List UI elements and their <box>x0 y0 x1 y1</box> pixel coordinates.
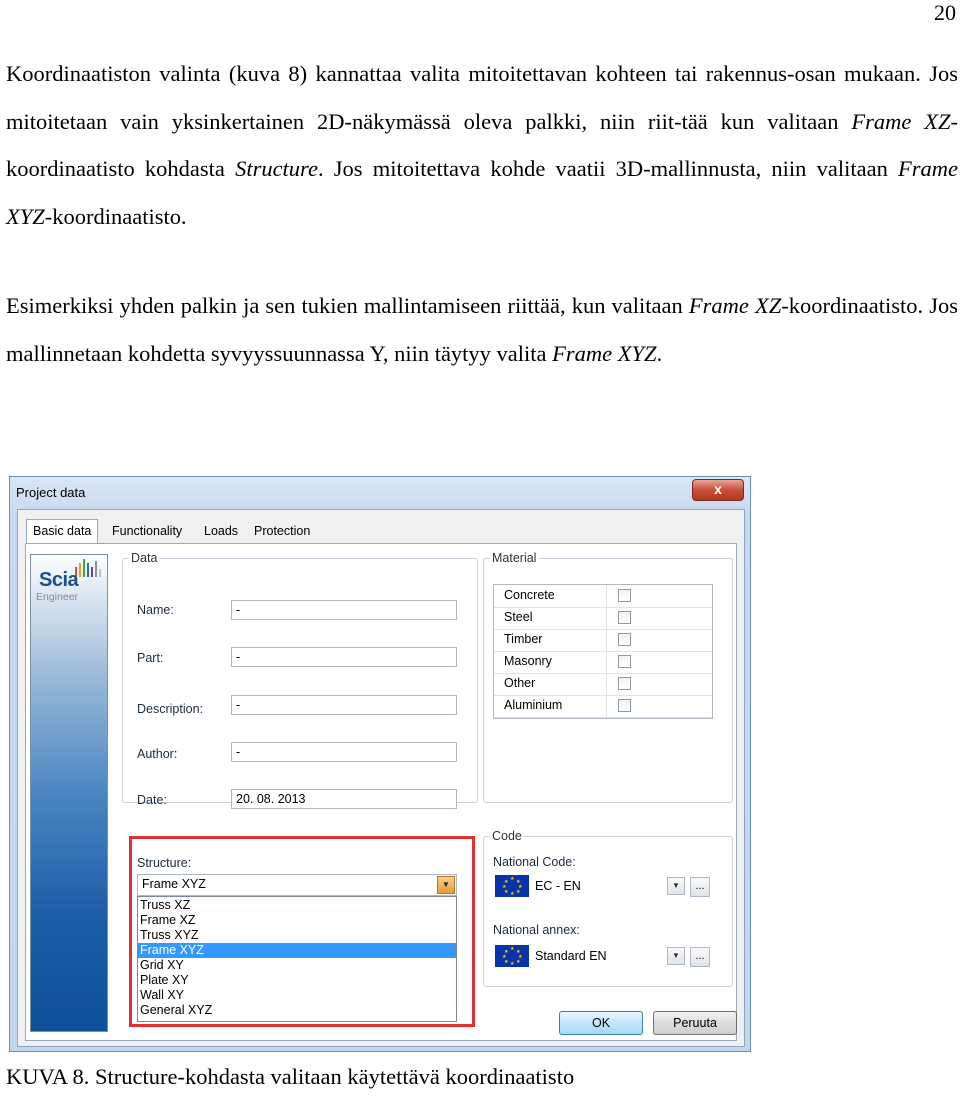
material-name: Other <box>504 676 536 690</box>
structure-option-grid-xy[interactable]: Grid XY <box>140 958 184 972</box>
structure-select[interactable] <box>137 874 457 896</box>
chevron-down-icon[interactable]: ▼ <box>667 947 685 965</box>
p1-text-4: -koordinaatisto. <box>44 203 187 229</box>
chevron-down-icon[interactable]: ▼ <box>667 877 685 895</box>
close-button[interactable] <box>692 479 744 501</box>
structure-label: Structure: <box>137 856 192 870</box>
national-annex-label: National annex: <box>493 923 580 937</box>
name-field[interactable]: - <box>231 600 457 620</box>
name-label: Name: <box>137 603 174 617</box>
material-row-timber <box>494 629 712 652</box>
material-group-legend: Material <box>492 551 537 565</box>
national-annex-more-button[interactable]: ... <box>690 947 710 967</box>
description-field[interactable]: - <box>231 695 457 715</box>
material-row-concrete <box>494 585 712 608</box>
scia-logo: Scia <box>39 569 79 591</box>
logo-bars-icon <box>75 559 105 577</box>
tab-basic-data[interactable]: Basic data <box>26 519 98 544</box>
material-row-aluminium <box>494 695 712 718</box>
material-name: Masonry <box>504 654 552 668</box>
paragraph-2 <box>6 282 958 377</box>
tab-loads[interactable]: Loads <box>204 524 239 538</box>
eu-flag-icon: ★ ★ ★ ★ ★ ★ ★ ★ <box>495 945 529 967</box>
dialog-client-area <box>17 509 745 1047</box>
material-row-masonry <box>494 651 712 674</box>
date-label: Date: <box>137 793 167 807</box>
p1-italic-3: Frame XYZ <box>6 156 958 229</box>
national-annex-select[interactable] <box>491 943 687 969</box>
p1-italic-2: Structure <box>235 156 318 181</box>
aluminium-checkbox[interactable] <box>618 699 631 712</box>
description-label: Description: <box>137 702 203 716</box>
masonry-checkbox[interactable] <box>618 655 631 668</box>
other-checkbox[interactable] <box>618 677 631 690</box>
structure-option-plate-xy[interactable]: Plate XY <box>140 973 189 987</box>
structure-option-frame-xz[interactable]: Frame XZ <box>140 913 196 927</box>
structure-dropdown-list <box>137 896 457 1022</box>
p1-text-3: . Jos mitoitettava kohde vaatii 3D-mallinnusta, niin valitaan <box>317 156 898 181</box>
figure-caption: KUVA 8. Structure-kohdasta valitaan käytettävä koordinaatisto <box>6 1064 575 1089</box>
material-row-steel <box>494 607 712 630</box>
material-list <box>493 584 713 719</box>
structure-option-wall-xy[interactable]: Wall XY <box>140 988 184 1002</box>
cancel-button[interactable]: Peruuta <box>653 1011 737 1035</box>
data-group <box>122 551 478 803</box>
national-code-value: EC - EN <box>535 879 581 893</box>
national-code-label: National Code: <box>493 855 576 869</box>
material-name: Timber <box>504 632 543 646</box>
author-field[interactable]: - <box>231 742 457 762</box>
national-code-select[interactable] <box>491 873 687 899</box>
concrete-checkbox[interactable] <box>618 589 631 602</box>
structure-option-truss-xz[interactable]: Truss XZ <box>140 898 191 912</box>
dialog-title: Project data <box>16 485 86 500</box>
timber-checkbox[interactable] <box>618 633 631 646</box>
p2-text-3: . <box>656 340 663 366</box>
scia-logo-strip <box>30 554 108 1032</box>
paragraph-1 <box>6 50 958 240</box>
chevron-down-icon[interactable]: ▼ <box>437 876 455 894</box>
eu-flag-icon: ★ ★ ★ ★ ★ ★ ★ ★ <box>495 875 529 897</box>
author-label: Author: <box>137 747 178 761</box>
national-code-more-button[interactable]: ... <box>690 877 710 897</box>
date-field[interactable]: 20. 08. 2013 <box>231 789 457 809</box>
project-data-dialog <box>9 476 751 1052</box>
ok-button[interactable]: OK <box>559 1011 643 1035</box>
data-group-legend: Data <box>131 551 158 565</box>
code-group-legend: Code <box>492 829 522 843</box>
tab-protection[interactable]: Protection <box>254 524 311 538</box>
p1-italic-1: Frame XZ <box>851 108 951 134</box>
structure-option-general-xyz[interactable]: General XYZ <box>140 1003 213 1017</box>
part-label: Part: <box>137 651 164 665</box>
basic-data-panel <box>25 543 737 1041</box>
p1-text-1: Koordinaatiston valinta (kuva 8) kannattaa valita mitoitettavan kohteen tai rakennus-osan mukaan. Jos mitoitetaan vain yksinkertainen 2D-näkymässä oleva palkki, niin riit-tää kun valitaan <box>6 61 958 134</box>
part-field[interactable]: - <box>231 647 457 667</box>
structure-option-frame-xyz[interactable]: Frame XYZ <box>138 943 456 958</box>
p2-italic-2: Frame XYZ <box>552 340 657 366</box>
dialog-titlebar <box>10 477 750 509</box>
national-annex-value: Standard EN <box>535 949 607 963</box>
p1-text-2: -koordinaatisto kohdasta <box>6 108 958 181</box>
material-name: Steel <box>504 610 533 624</box>
engineer-logo-text: Engineer <box>36 591 79 603</box>
close-icon: x <box>714 481 722 497</box>
tab-functionality[interactable]: Functionality <box>112 524 183 538</box>
p2-text-2: -koordinaatisto. Jos mallinnetaan kohdetta syvyyssuunnassa Y, niin täytyy valita <box>6 293 958 366</box>
material-row-other <box>494 673 712 696</box>
material-name: Concrete <box>504 588 555 602</box>
p2-italic-1: Frame XZ <box>688 293 782 318</box>
page-number: 20 <box>934 0 956 25</box>
p2-text-1: Esimerkiksi yhden palkin ja sen tukien mallintamiseen riittää, kun valitaan <box>6 293 689 318</box>
steel-checkbox[interactable] <box>618 611 631 624</box>
material-name: Aluminium <box>504 698 563 712</box>
structure-selected-value: Frame XYZ <box>142 877 206 891</box>
structure-option-truss-xyz[interactable]: Truss XYZ <box>140 928 199 942</box>
